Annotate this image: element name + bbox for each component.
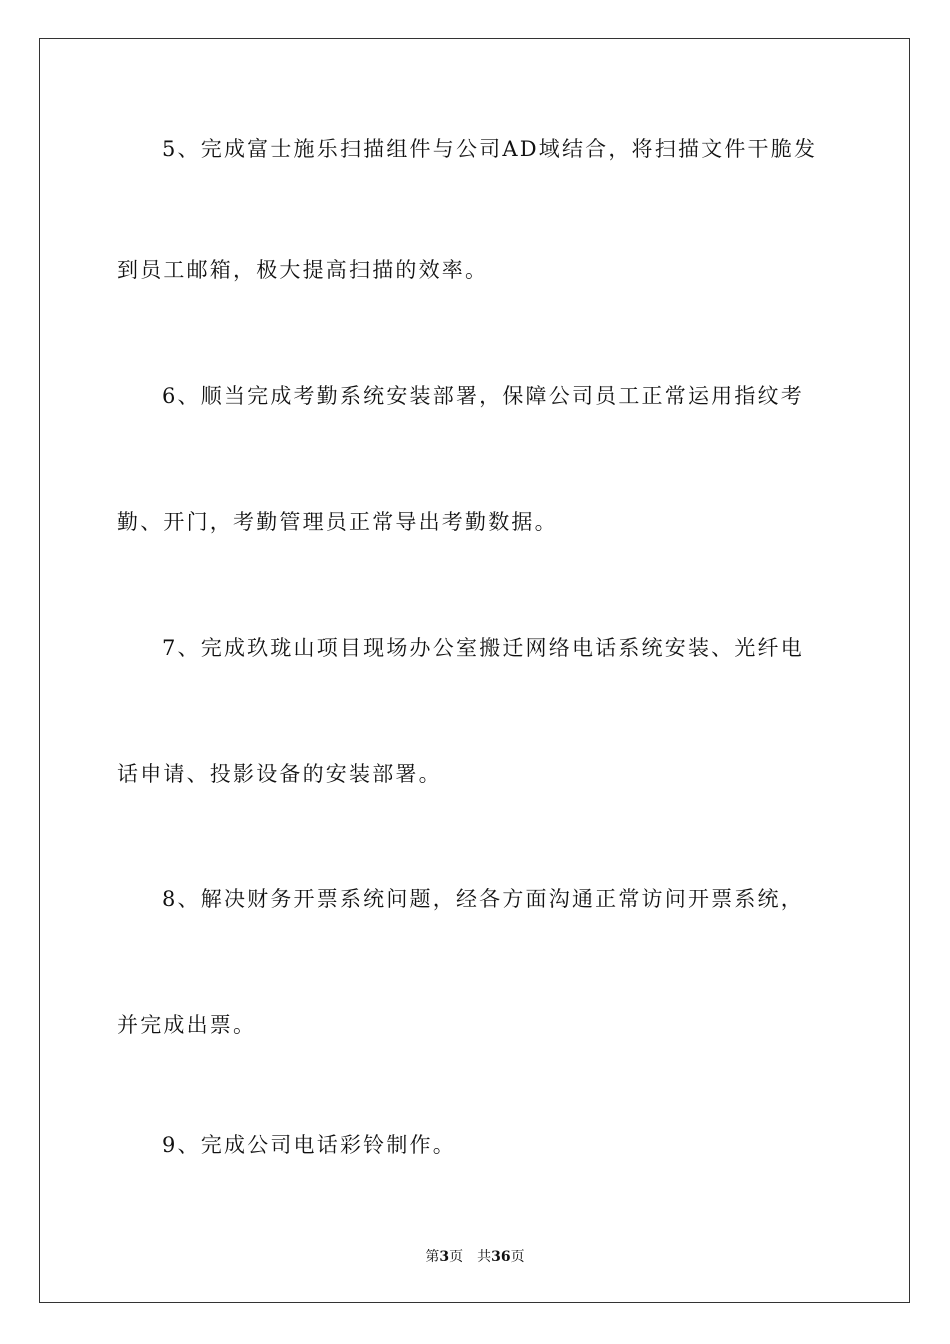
paragraph-line: 6、顺当完成考勤系统安装部署，保障公司员工正常运用指纹考: [162, 384, 804, 408]
page-number: 3: [439, 1249, 450, 1265]
paragraph-line: 话申请、投影设备的安装部署。: [117, 762, 442, 786]
page-suffix: 页: [449, 1249, 464, 1265]
page-border: [39, 38, 910, 1303]
paragraph-line: 并完成出票。: [117, 1013, 257, 1037]
total-suffix: 页: [510, 1249, 525, 1265]
paragraph-line: 到员工邮箱，极大提高扫描的效率。: [117, 258, 489, 282]
paragraph-line: 勤、开门，考勤管理员正常导出考勤数据。: [117, 510, 558, 534]
total-pages: 36: [491, 1249, 511, 1265]
paragraph-line: 5、完成富士施乐扫描组件与公司AD域结合，将扫描文件干脆发: [162, 137, 818, 161]
page-prefix: 第: [425, 1249, 440, 1265]
paragraph-line: 8、解决财务开票系统问题，经各方面沟通正常访问开票系统，: [162, 887, 804, 911]
total-prefix: 共: [477, 1249, 492, 1265]
paragraph-line: 9、完成公司电话彩铃制作。: [162, 1133, 456, 1157]
paragraph-line: 7、完成玖珑山项目现场办公室搬迁网络电话系统安装、光纤电: [162, 636, 804, 660]
page-footer: [0, 1248, 950, 1266]
